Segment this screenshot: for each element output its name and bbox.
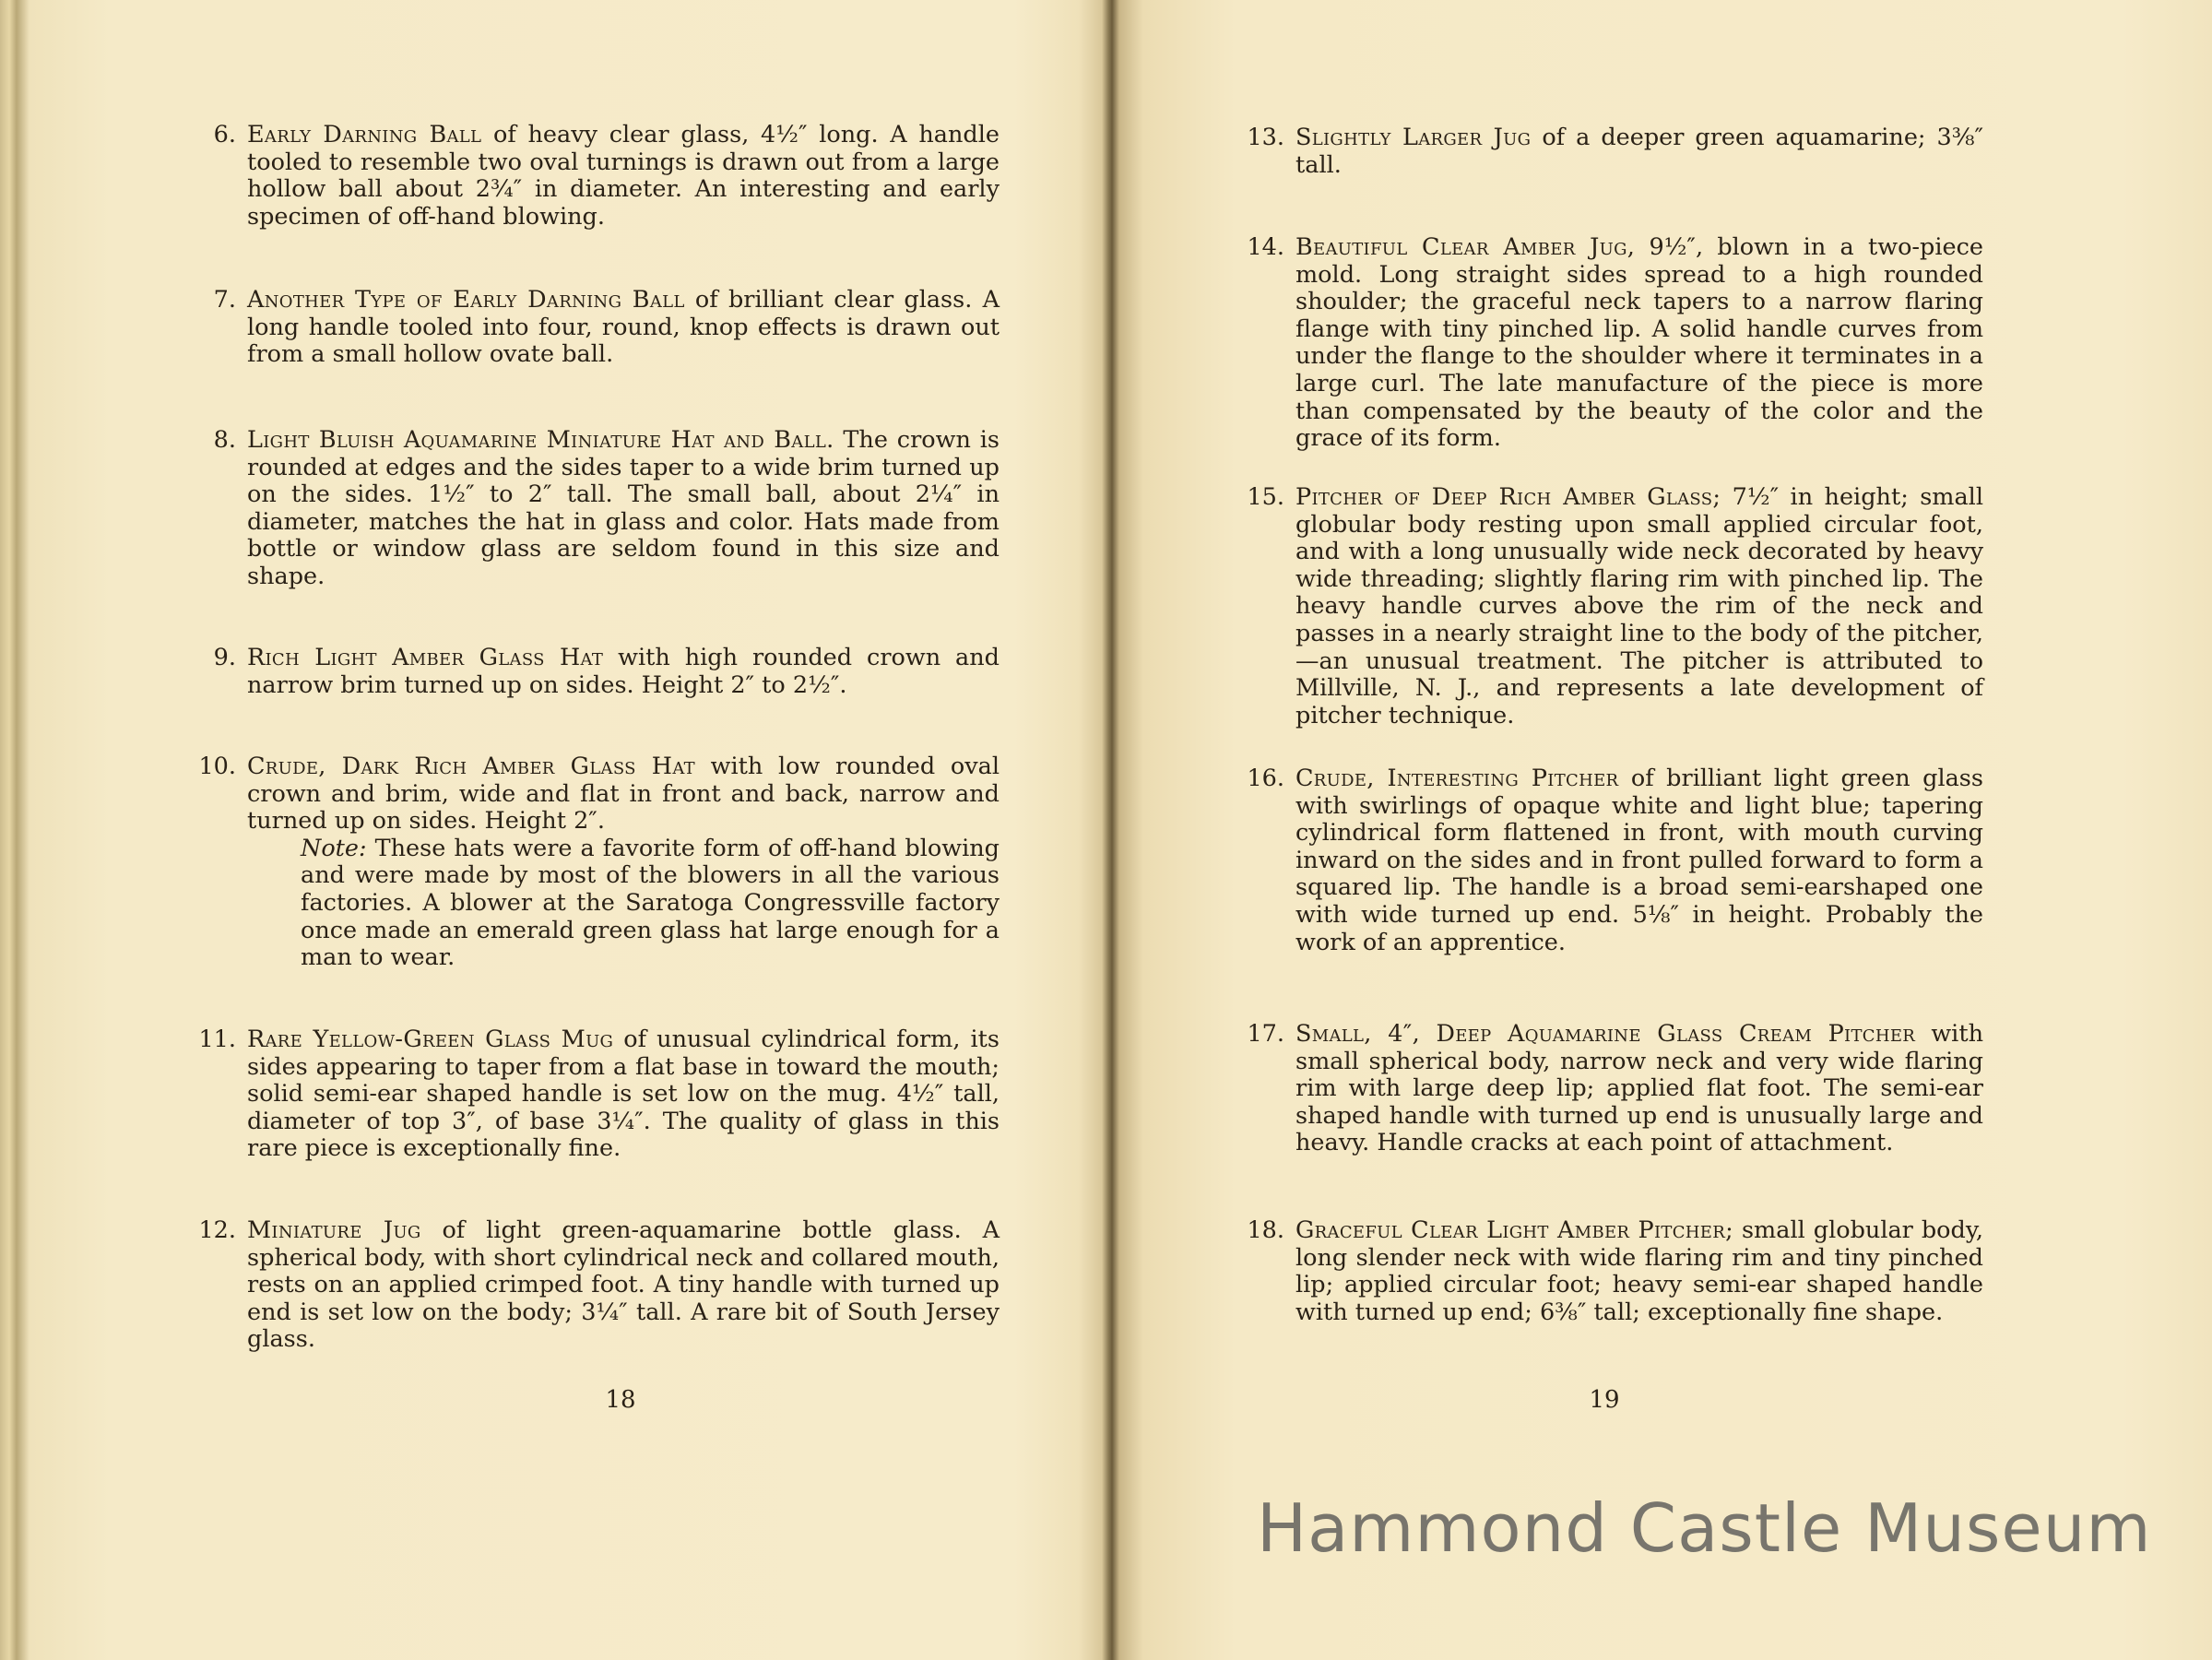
entry-title: Rich Light Amber Glass Hat xyxy=(247,644,604,671)
entry-number: 10. xyxy=(198,753,236,780)
entry-body: with high rounded crown and narrow brim turned up on sides. Height 2″ to 2½″. xyxy=(247,644,1000,699)
entry-body: with small spherical body, narrow neck and very wide flaring rim with large deep lip; applied flat foot. The semi-ear shaped handle with turned up end is unusually large and heavy. Handle cracks at each point of attachment. xyxy=(1295,1020,1983,1157)
entry-number: 7. xyxy=(213,286,236,314)
entry-body: of brilliant clear glass. A long handle tooled into four, round, knop effects is drawn out from a small hollow ovate ball. xyxy=(247,286,1000,369)
entry-title: Rare Yellow-Green Glass Mug xyxy=(247,1026,614,1053)
museum-watermark: Hammond Castle Museum xyxy=(1257,1489,2152,1567)
entry-body: The crown is rounded at edges and the sides taper to a wide brim turned up on the sides. 1½″ to 2″ tall. The small ball, about 2¼″ in diameter, matches the hat in glass and color. Hats made from bottle or window glass are seldom found in this size and shape. xyxy=(247,426,1000,590)
entry-number: 15. xyxy=(1247,483,1284,511)
entry-title: Small, 4″, Deep Aquamarine Glass Cream Pitcher xyxy=(1295,1020,1916,1048)
note-text: These hats were a favorite form of off-hand blowing and were made by most of the blowers in all the various factories. A blower at the Saratoga Congressville factory once made an emerald green glass hat large enough for a man to wear. xyxy=(301,834,1000,972)
entry-body: small globular body, long slender neck with wide flaring rim and tiny pinched lip; applied circular foot; heavy semi-ear shaped handle with turned up end; 6⅜″ tall; exceptionally fine shape. xyxy=(1295,1216,1983,1326)
catalog-entry-11 xyxy=(198,1026,1000,1163)
entry-number: 12. xyxy=(198,1216,236,1244)
entry-title: Beautiful Clear Amber Jug, xyxy=(1295,233,1636,261)
entry-title: Early Darning Ball xyxy=(247,121,482,148)
catalog-entry-17 xyxy=(1247,1020,1983,1157)
entry-body: of a deeper green aquamarine; 3⅜″ tall. xyxy=(1295,124,1983,179)
entry-note xyxy=(301,836,1000,972)
entry-title: Slightly Larger Jug xyxy=(1295,124,1532,151)
entry-body: of brilliant light green glass with swirlings of opaque white and light blue; tapering cylindrical form flattened in front, with mouth curving inward on the sides and in front pulled forward to form a squared lip. The handle is a broad semi-earshaped one with wide turned up end. 5⅛″ in height. Probably the work of an apprentice. xyxy=(1295,765,1983,956)
entry-title: Pitcher of Deep Rich Amber Glass; xyxy=(1295,483,1721,511)
page-number-right: 19 xyxy=(1589,1386,1620,1414)
page-number-left: 18 xyxy=(605,1386,636,1414)
entry-number: 8. xyxy=(213,426,236,454)
catalog-entry-13 xyxy=(1247,124,1983,179)
entry-title: Graceful Clear Light Amber Pitcher; xyxy=(1295,1216,1733,1244)
entry-number: 13. xyxy=(1247,124,1284,151)
catalog-entry-12 xyxy=(198,1216,1000,1354)
entry-number: 11. xyxy=(198,1026,236,1053)
entry-body: with low rounded oval crown and brim, wide and flat in front and back, narrow and turned up on sides. Height 2″. xyxy=(247,753,1000,836)
entry-title: Light Bluish Aquamarine Miniature Hat and Ball. xyxy=(247,426,834,454)
catalog-entry-8 xyxy=(213,426,1000,591)
catalog-entry-16 xyxy=(1247,765,1983,956)
catalog-entry-6 xyxy=(213,121,1000,231)
catalog-entry-9 xyxy=(213,644,1000,699)
entry-number: 16. xyxy=(1247,765,1284,792)
entry-number: 17. xyxy=(1247,1020,1284,1048)
entry-title: Crude, Interesting Pitcher xyxy=(1295,765,1619,792)
catalog-entry-7 xyxy=(213,286,1000,369)
entry-number: 6. xyxy=(213,121,236,148)
catalog-entry-10 xyxy=(198,753,1000,972)
catalog-entry-18 xyxy=(1247,1216,1983,1326)
entry-title: Miniature Jug xyxy=(247,1216,421,1244)
entry-number: 14. xyxy=(1247,233,1284,261)
entry-body: 7½″ in height; small globular body resting upon small applied circular foot, and with a long unusually wide neck decorated by heavy wide threading; slightly flaring rim with pinched lip. The heavy handle curves above the rim of the neck and passes in a nearly straight line to the body of the pitcher,—an unusual treatment. The pitcher is attributed to Millville, N. J., and represents a late development of pitcher technique. xyxy=(1295,483,1983,729)
entry-title: Another Type of Early Darning Ball xyxy=(247,286,685,314)
entry-number: 18. xyxy=(1247,1216,1284,1244)
entry-body: 9½″, blown in a two-piece mold. Long straight sides spread to a high rounded shoulder; the graceful neck tapers to a narrow flaring flange with tiny pinched lip. A solid handle curves from under the flange to the shoulder where it terminates in a large curl. The late manufacture of the piece is more than compensated by the beauty of the color and the grace of its form. xyxy=(1295,233,1983,453)
entry-title: Crude, Dark Rich Amber Glass Hat xyxy=(247,753,695,780)
entry-body: of light green-aquamarine bottle glass. A spherical body, with short cylindrical neck and collared mouth, rests on an applied crimped foot. A tiny handle with turned up end is set low on the body; 3¼″ tall. A rare bit of South Jersey glass. xyxy=(247,1216,1000,1354)
entry-body: of unusual cylindrical form, its sides appearing to taper from a flat base in toward the mouth; solid semi-ear shaped handle is set low on the mug. 4½″ tall, diameter of top 3″, of base 3¼″. The quality of glass in this rare piece is exceptionally fine. xyxy=(247,1026,1000,1163)
entry-number: 9. xyxy=(213,644,236,671)
catalog-entry-15 xyxy=(1247,483,1983,729)
entry-body: of heavy clear glass, 4½″ long. A handle tooled to resemble two oval turnings is drawn out from a large hollow ball about 2¾″ in diameter. An interesting and early specimen of off-hand blowing. xyxy=(247,121,1000,231)
catalog-entry-14 xyxy=(1247,233,1983,453)
note-label: Note: xyxy=(301,834,367,862)
